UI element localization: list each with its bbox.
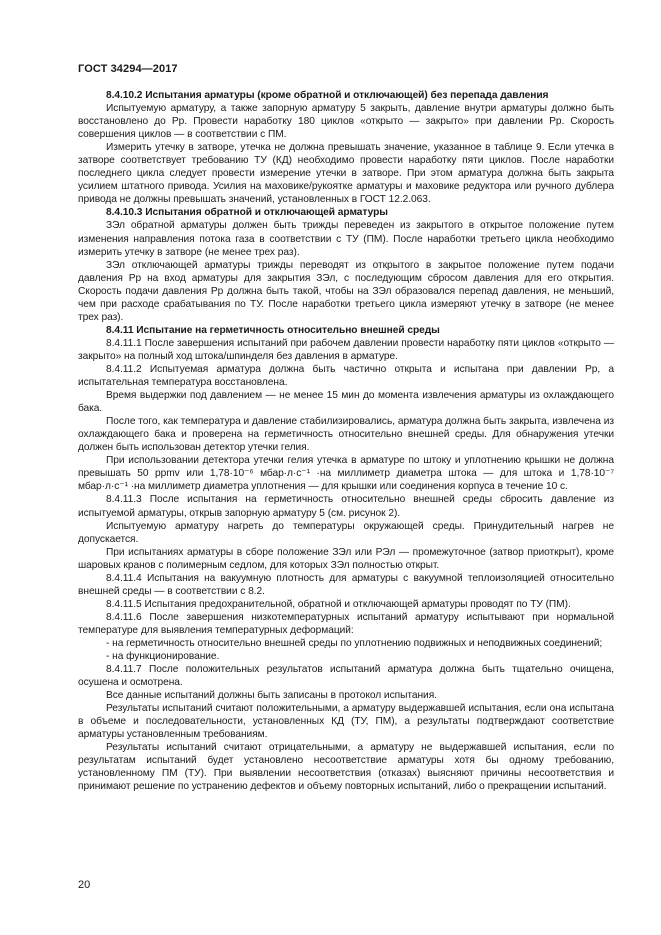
paragraph: При использовании детектора утечки гелия утечка в арматуре по штоку и уплотнению крышки не должна превышать 50 ppmv или 1,78·10⁻⁶ мбар·л·с⁻¹ ·на миллиметр диаметра штока — для штока и 1,78·10⁻⁷ мбар·л·с⁻¹ ·на миллиметр диаметра уплотнения — для крышки или соединения корпуса в течение 10 с. bbox=[78, 455, 614, 493]
paragraph: Все данные испытаний должны быть записаны в протокол испытания. bbox=[106, 690, 437, 702]
paragraph: При испытаниях арматуры в сборе положение ЗЭл или РЭл — промежуточное (затвор приоткрыт), кроме шаровых кранов с полимерным седлом, для которых ЗЭл полностью открыт. bbox=[78, 546, 614, 571]
paragraph: Результаты испытаний считают отрицательными, а арматуру не выдержавшей испытания, если по результатам испытаний будет установлено несоответствие арматуры хотя бы одному требованию, установленному ПМ (ТУ). При выявлении несоответствия (отказах) выясняют причины несоответствия и принимают решение по устранению дефектов и объему повторных испытаний, либо о прекращении испытаний. bbox=[78, 742, 614, 793]
paragraph: 8.4.11.2 Испытуемая арматура должна быть частично открыта и испытана при давлении Pр, а испытательная температура восстановлена. bbox=[78, 363, 614, 389]
paragraph: 8.4.11.7 После положительных результатов испытаний арматура должна быть тщательно очищена, осушена и осмотрена. bbox=[78, 664, 614, 689]
document-body bbox=[78, 89, 614, 794]
page-number: 20 bbox=[78, 879, 91, 891]
paragraph: ЗЭл отключающей арматуры трижды переводят из открытого в закрытое положение путем подачи давления Pр на вход арматуры для закрытия ЗЭл, с последующим сбросом давления для его открытия. Скорость подачи давления Pр должна быть такой, чтобы на ЗЭл образовался перепад давления, не меньший, чем при расходе срабатывания по ТУ. После наработки третьего цикла измеряют утечку в затворе (не менее трех раз). bbox=[78, 259, 614, 323]
document-header: ГОСТ 34294—2017 bbox=[78, 63, 178, 75]
paragraph: 8.4.11.6 После завершения низкотемпературных испытаний арматуру испытывают при нормальной температуре для выявления температурных деформаций: bbox=[78, 611, 614, 636]
paragraph: 8.4.11.3 После испытания на герметичность относительно внешней среды сбросить давление из испытуемой арматуры, открыв запорную арматуру 5 (см. рисунок 2). bbox=[78, 494, 614, 519]
section-heading: 8.4.10.3 Испытания обратной и отключающей арматуры bbox=[106, 207, 388, 219]
paragraph: Измерить утечку в затворе, утечка не должна превышать значение, указанное в таблице 9. Если утечка в затворе соответствует требованию ТУ (КД) необходимо провести наработку пяти циклов. После наработки последнего цикла следует провести измерение утечки в затворе. При этом арматура должна быть закрыта усилием штатного привода. Усилия на маховике/рукоятке арматуры и маховике редуктора или ручного дублера привода не должны превышать значений, установленных в ГОСТ 12.2.063. bbox=[78, 142, 614, 206]
paragraph: 8.4.11.5 Испытания предохранительной, обратной и отключающей арматуры проводят по ТУ (ПМ). bbox=[106, 598, 571, 610]
paragraph: После того, как температура и давление стабилизировались, арматура должна быть закрыта, извлечена из охлаждающего бака и проверена на герметичность относительно внешней среды. Для обнаружения утечки должен быть использован детектор утечки гелия. bbox=[78, 416, 614, 454]
paragraph: Результаты испытаний считают положительными, а арматуру выдержавшей испытания, если она испытана в объеме и последовательности, установленных КД (ТУ, ПМ), а результаты подтверждают соответствие арматуры установленным требованиям. bbox=[78, 703, 614, 741]
list-item: - на герметичность относительно внешней среды по уплотнению подвижных и неподвижных соединений; bbox=[106, 637, 603, 649]
paragraph: Испытуемую арматуру, а также запорную арматуру 5 закрыть, давление внутри арматуры должно быть восстановлено до Pр. Провести наработку 180 циклов «открыто — закрыто» при давлении Pр. Скорость совершения циклов — в соответствии с ПМ. bbox=[78, 103, 614, 141]
paragraph: Время выдержки под давлением — не менее 15 мин до момента извлечения арматуры из охлаждающего бака. bbox=[78, 390, 614, 415]
list-item: - на функционирование. bbox=[106, 651, 220, 663]
paragraph: ЗЭл обратной арматуры должен быть трижды переведен из закрытого в открытое положение путем изменения направления потока газа в соответствии с ТУ (ПМ). После наработки третьего цикла необходимо измерить утечку в затворе (не менее трех раз). bbox=[78, 220, 614, 258]
section-heading: 8.4.11 Испытание на герметичность относительно внешней среды bbox=[106, 324, 440, 336]
paragraph: Испытуемую арматуру нагреть до температуры окружающей среды. Принудительный нагрев не допускается. bbox=[78, 520, 614, 545]
paragraph: 8.4.11.1 После завершения испытаний при рабочем давлении провести наработку пяти циклов «открыто — закрыто» на полный ход штока/шпинделя без давления в арматуре. bbox=[78, 337, 614, 362]
paragraph: 8.4.11.4 Испытания на вакуумную плотность для арматуры с вакуумной теплоизоляцией относительно внешней среды — в соответствии с 8.2. bbox=[78, 572, 614, 597]
section-heading: 8.4.10.2 Испытания арматуры (кроме обратной и отключающей) без перепада давления bbox=[106, 90, 549, 101]
